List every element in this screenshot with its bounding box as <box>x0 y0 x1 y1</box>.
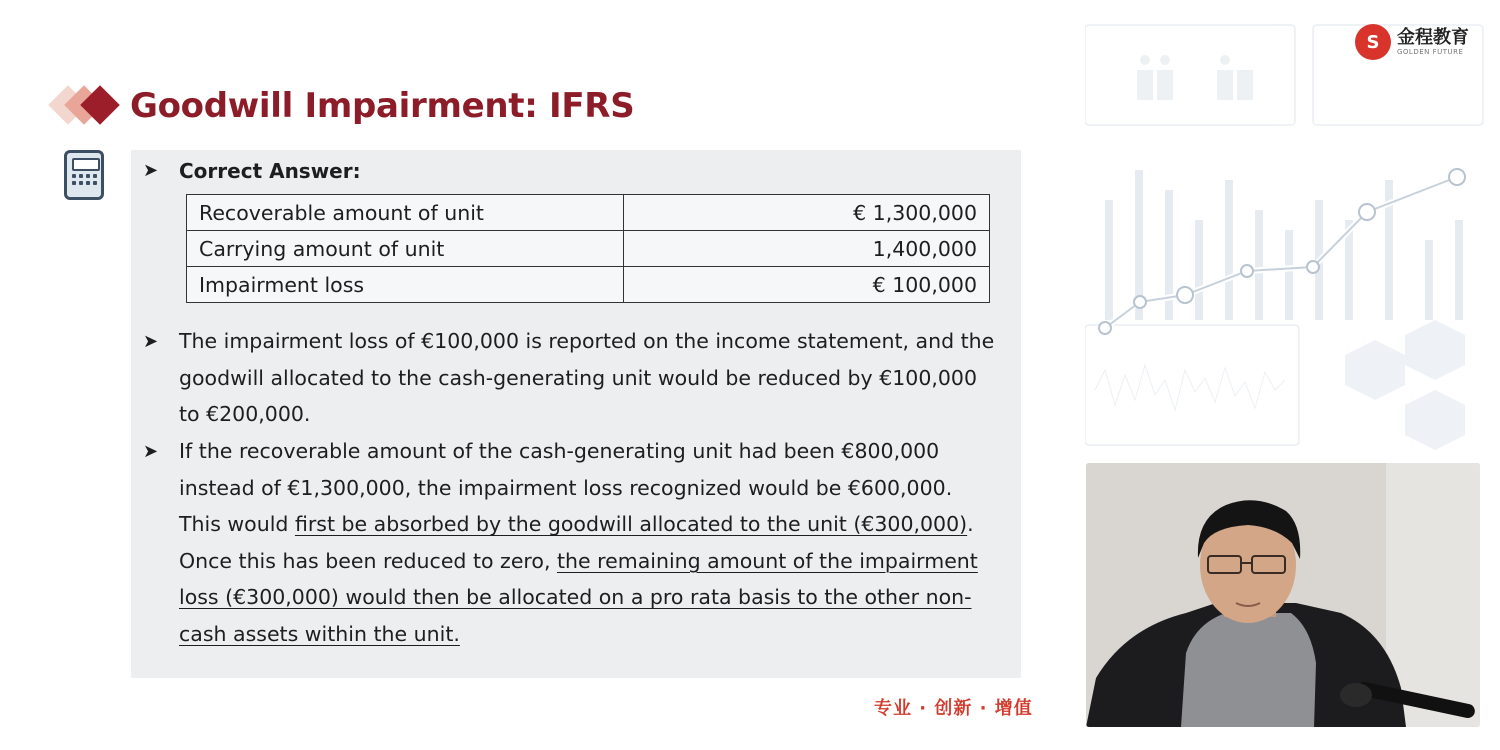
footer-slogan: 专业 · 创新 · 增值 <box>874 698 1033 719</box>
content-panel <box>131 150 1021 678</box>
arrowhead-bullet-icon: ➤ <box>143 331 159 352</box>
logo-text <box>1397 28 1469 56</box>
underlined-text: first be absorbed by the goodwill allocated to the unit (€300,000) <box>294 512 968 536</box>
arrowhead-bullet-icon: ➤ <box>143 441 159 462</box>
diamond-logo-icon <box>48 80 120 132</box>
table-cell-label: Carrying amount of unit <box>187 231 624 267</box>
table-row <box>187 267 990 303</box>
table-cell-value: € 1,300,000 <box>624 195 990 231</box>
logo-mark-icon: S <box>1355 24 1391 60</box>
impairment-table <box>186 194 990 303</box>
webcam-presenter-video <box>1086 463 1480 727</box>
calculator-icon <box>64 150 104 200</box>
page-title: Goodwill Impairment: IFRS <box>130 86 635 126</box>
table-cell-label: Recoverable amount of unit <box>187 195 624 231</box>
bullet-text <box>179 433 999 652</box>
correct-answer-heading: Correct Answer: <box>179 159 361 183</box>
logo-chinese-name: 金程教育 <box>1397 27 1469 48</box>
bullet-text-part: If the recoverable amount of the cash-generating unit had been €800,000 instead of €1,300,000, the impairment loss recognized would be €600,000. This would <box>179 439 953 536</box>
table-row <box>187 195 990 231</box>
table-cell-label: Impairment loss <box>187 267 624 303</box>
underlined-text: the remaining amount of the impairment loss (€300,000) would then be allocated on a pro rata basis to the other non-cash assets within the unit. <box>179 548 978 646</box>
decorative-chart-graphic <box>1085 20 1485 460</box>
brand-logo <box>1355 24 1469 60</box>
arrowhead-bullet-icon: ➤ <box>143 160 159 181</box>
bullet-text: The impairment loss of €100,000 is reported on the income statement, and the goodwill allocated to the cash-generating unit would be reduced by €100,000 to €200,000. <box>179 329 995 426</box>
heading-row <box>143 150 361 192</box>
table-cell-value: 1,400,000 <box>624 231 990 267</box>
table-cell-value: € 100,000 <box>624 267 990 303</box>
title-row <box>48 80 634 132</box>
logo-english-name: GOLDEN FUTURE <box>1397 48 1464 56</box>
table-row <box>187 231 990 267</box>
bullet-item <box>143 433 999 652</box>
bullet-item <box>143 323 999 433</box>
bullet-text-part: . Once this has been reduced to zero, <box>179 512 974 573</box>
